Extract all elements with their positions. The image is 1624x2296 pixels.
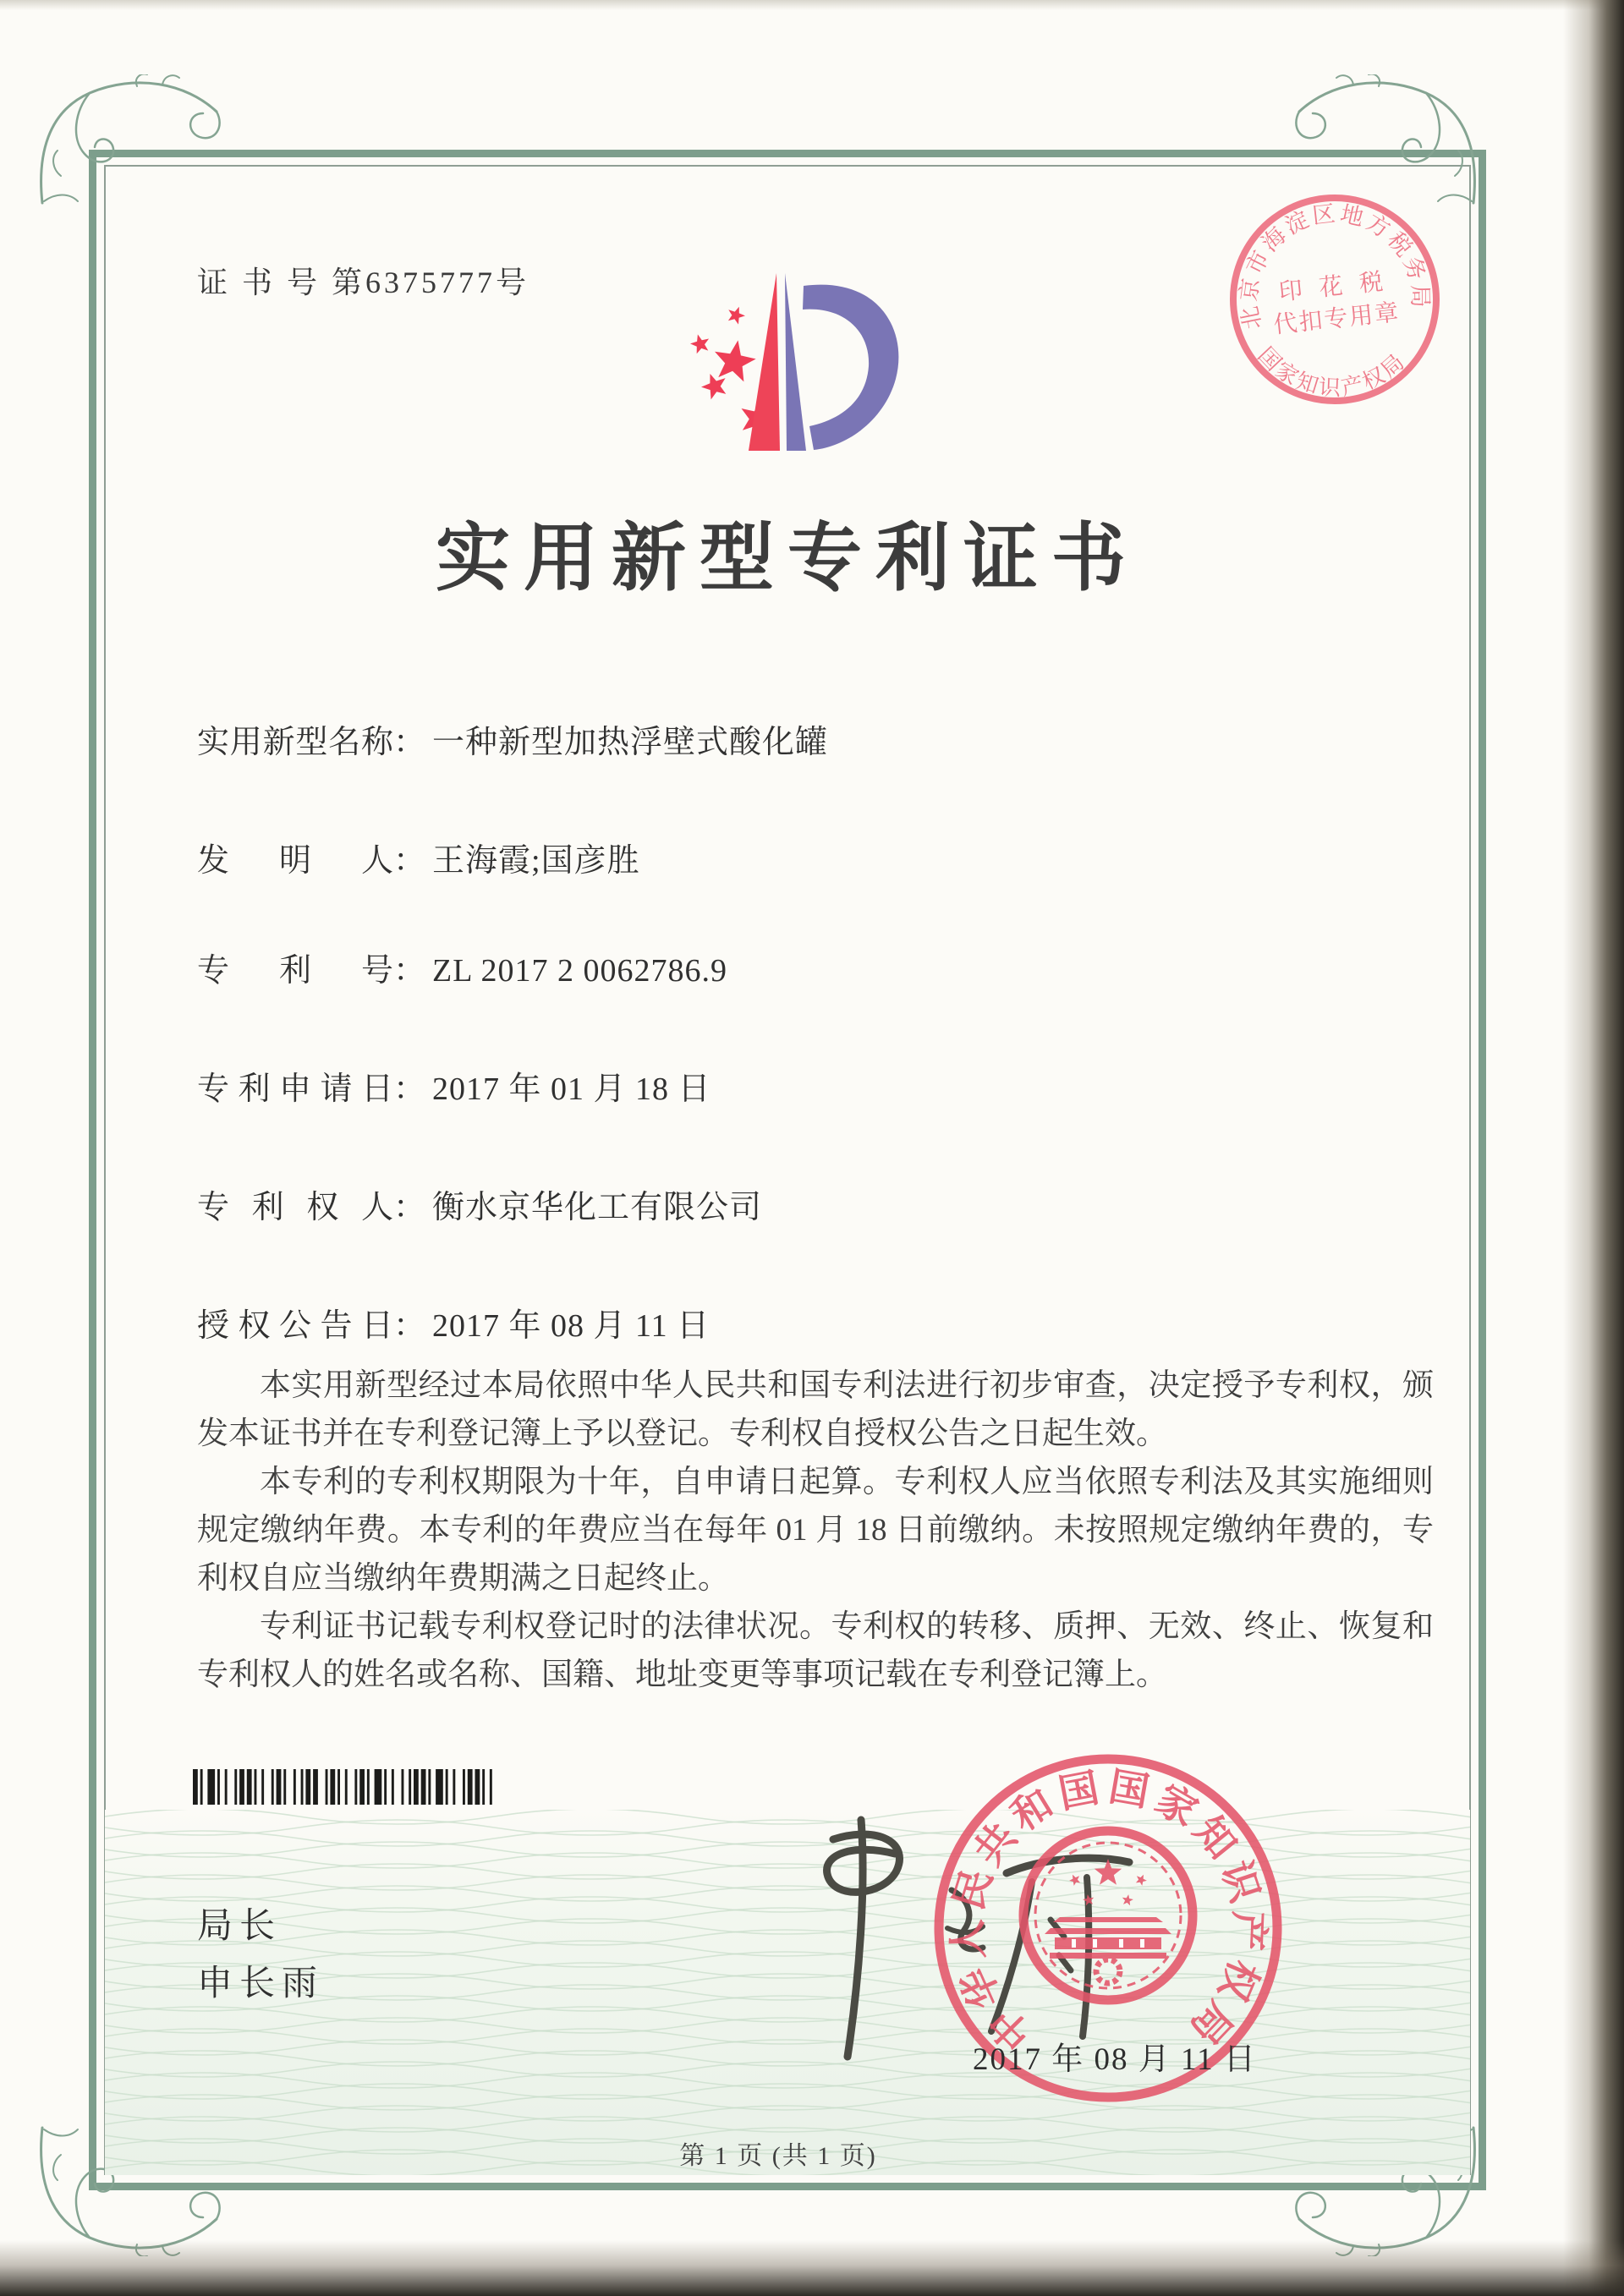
field-value: 2017 年 01 月 18 日 [432,1071,711,1107]
tax-stamp-arc-top: 北京市海淀区地方税务局 [1236,200,1434,332]
barcode [193,1769,499,1805]
logo-p-bowl [803,285,898,450]
field-label: 专利申请日 [197,1071,393,1107]
page-footer: 第 1 页 (共 1 页) [679,2142,877,2170]
logo-spire-red [749,273,780,451]
field-value: 衡水京华化工有限公司 [432,1190,763,1225]
national-emblem [1023,1831,1193,2000]
seal-ring-text: 中华人民共和国国家知识产权局 [943,1763,1272,2059]
field-value: 2017 年 08 月 11 日 [432,1308,710,1344]
seal-date: 2017 年 08 月 11 日 [973,2042,1257,2077]
scan-edge-right [1563,0,1624,2296]
field-colon: ： [393,843,426,879]
tax-stamp [1214,178,1456,420]
field-label: 实用新型名称 [197,725,393,760]
field-label: 发明人 [197,843,393,879]
field-patent-number [197,944,727,990]
cnipa-logo [658,252,908,463]
scan-edge-bottom [0,2240,1624,2296]
field-colon: ： [393,1071,426,1107]
field-value: 一种新型加热浮壁式酸化罐 [432,725,829,760]
field-colon: ： [393,1308,426,1344]
field-utility-model-name [197,715,828,762]
corner-flourish-top-left [36,74,230,218]
legal-paragraph-3: 专利证书记载专利权登记时的法律状况。专利权的转移、质押、无效、终止、恢复和专利权人的姓名或名称、国籍、地址变更等事项记载在专利登记簿上。 [197,1609,1434,1692]
certificate-number: 证 书 号 第6375777号 [197,266,530,299]
field-colon: ： [393,725,426,760]
emblem-stars [1069,1859,1147,1905]
field-inventor [197,834,640,880]
field-patentee [197,1181,762,1227]
field-colon: ： [393,953,426,989]
field-grant-date [197,1299,710,1345]
scan-edge-top [0,0,1624,10]
director-name: 申长雨 [197,1963,325,2003]
field-colon: ： [393,1190,426,1225]
page-title: 实用新型专利证书 [435,518,1139,600]
field-label: 专利权人 [197,1190,393,1225]
legal-paragraph-1: 本实用新型经过本局依照中华人民共和国专利法进行初步审查，决定授予专利权，颁发本证书并在专利登记簿上予以登记。专利权自授权公告之日起生效。 [197,1368,1434,1451]
field-label: 授权公告日 [197,1308,393,1344]
logo-spire-purple [785,273,806,451]
emblem-gate [1045,1917,1171,1959]
director-title: 局长 [197,1905,283,1945]
field-filing-date [197,1062,711,1109]
field-label: 专利号 [197,953,393,989]
legal-paragraph-2: 本专利的专利权期限为十年，自申请日起算。专利权人应当依照专利法及其实施细则规定缴纳年费。本专利的年费应当在每年 01 月 18 日前缴纳。未按照规定缴纳年费的，专利权自应当缴纳年费期满之日起终止。 [197,1465,1434,1596]
field-value: 王海霞;国彦胜 [432,843,640,879]
legal-text [197,1362,1434,1699]
field-value: ZL 2017 2 0062786.9 [432,953,728,989]
emblem-gear [1096,1959,1120,1983]
tax-stamp-center-line1: 印 花 税 [1277,267,1390,305]
tax-stamp-center-line2: 代扣专用章 [1272,299,1402,338]
tax-stamp-arc-bottom: 国家知识产权局 [1253,342,1411,401]
